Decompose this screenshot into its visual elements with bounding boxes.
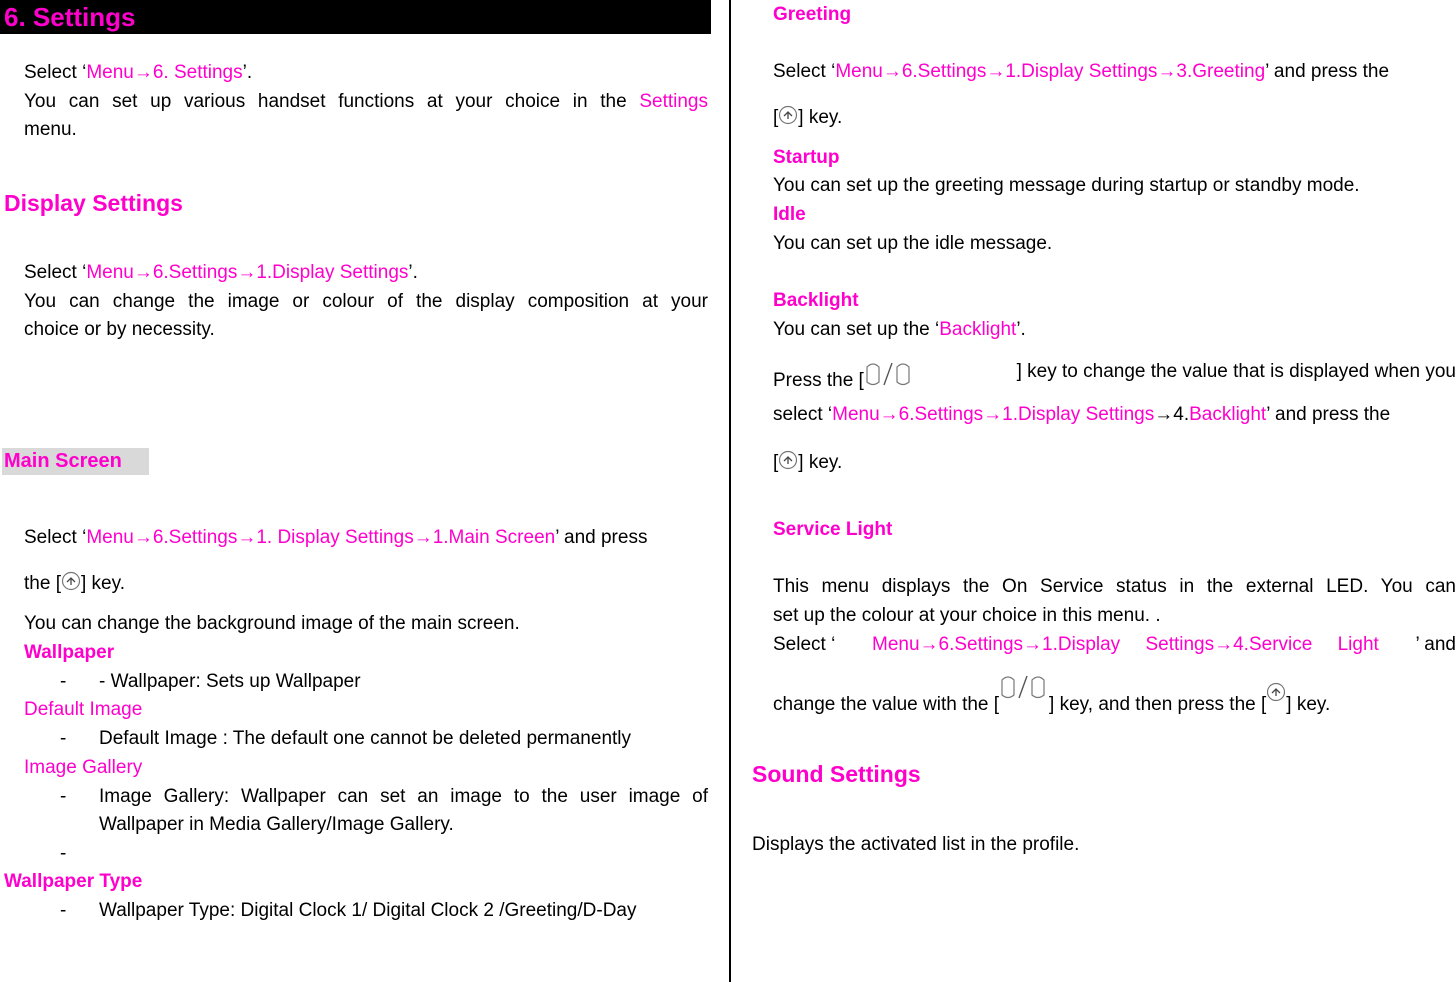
up-down-nav-key-icon <box>999 672 1049 702</box>
display-settings-heading: Display Settings <box>4 190 183 216</box>
ok-key-icon <box>778 450 798 470</box>
ok-key-icon <box>778 105 798 125</box>
ok-key-icon <box>1266 682 1286 702</box>
display-settings-menu-path: Menu→6.Settings→1.Display Settings <box>86 262 409 283</box>
service-light-menu-path: Menu→6.Settings→1.Display Settings→4.Service Light <box>872 634 1379 655</box>
main-screen-press-line <box>24 571 125 596</box>
sound-settings-desc: Displays the activated list in the profile. <box>752 834 1080 855</box>
default-image-label: Default Image <box>24 699 143 720</box>
backlight-menu-item: Backlight <box>1189 404 1267 425</box>
select-prefix: Select ‘ <box>24 262 87 283</box>
display-settings-select-line <box>24 261 418 285</box>
greeting-key-line <box>773 105 842 130</box>
select-prefix: Select ‘ <box>24 62 87 83</box>
settings-desc-text: You can set up various handset functions at your choice in the <box>24 91 627 112</box>
press-prefix: the [ <box>24 573 61 594</box>
sound-settings-heading: Sound Settings <box>752 761 921 787</box>
wallpaper-type-item: Wallpaper Type: Digital Clock 1/ Digital Clock 2 /Greeting/D-Day <box>99 900 637 921</box>
main-screen-menu-path: Menu→6.Settings→1. Display Settings→1.Main Screen <box>86 527 556 548</box>
ok-key-icon <box>61 571 81 591</box>
page-title: 6. Settings <box>4 2 136 32</box>
greeting-select-line <box>773 60 1456 84</box>
change-middle: ] key, and then press the [ <box>1049 694 1267 715</box>
select-prefix: Select ‘ <box>773 61 836 82</box>
backlight-desc <box>773 318 1026 342</box>
select-prefix: select ‘ <box>773 404 833 425</box>
wallpaper-bullet: - <box>60 671 67 692</box>
select-suffix: ’ and press <box>555 527 648 548</box>
default-image-bullet: - <box>60 728 67 749</box>
select-prefix: Select ‘ <box>773 634 836 655</box>
backlight-menu-path: Menu→6.Settings→1.Display Settings <box>832 404 1155 425</box>
greeting-heading: Greeting <box>773 4 852 25</box>
select-suffix: ’ and press the <box>1266 404 1391 425</box>
backlight-link: Backlight <box>939 319 1017 340</box>
startup-label: Startup <box>773 147 840 168</box>
wallpaper-type-label: Wallpaper Type <box>4 871 143 892</box>
image-gallery-label: Image Gallery <box>24 757 143 778</box>
select-suffix: ’. <box>408 262 418 283</box>
settings-menu-path: Menu→6. Settings <box>86 62 243 83</box>
greeting-menu-path: Menu→6.Settings→1.Display Settings→3.Greeting <box>835 61 1266 82</box>
service-light-select-line <box>773 633 1456 657</box>
backlight-select-group <box>773 403 1390 427</box>
backlight-key-line <box>773 450 842 475</box>
backlight-press-line <box>773 360 1456 393</box>
main-screen-desc: You can change the background image of the main screen. <box>24 613 520 634</box>
idle-desc: You can set up the idle message. <box>773 233 1053 254</box>
key-suffix: ] key. <box>798 452 843 473</box>
settings-desc-link: Settings <box>639 91 708 112</box>
change-suffix: ] key. <box>1286 694 1331 715</box>
column-divider <box>729 0 731 982</box>
startup-desc: You can set up the greeting message during startup or standby mode. <box>773 175 1360 196</box>
image-gallery-item-line2: Wallpaper in Media Gallery/Image Gallery. <box>99 814 454 835</box>
backlight-select-line <box>773 403 1456 427</box>
default-image-item: Default Image : The default one cannot be deleted permanently <box>99 728 632 749</box>
select-suffix: ’ and <box>1415 634 1456 655</box>
settings-description-line1 <box>24 90 708 114</box>
service-light-change-line <box>773 672 1330 717</box>
select-suffix: ’. <box>242 62 253 83</box>
display-settings-desc-line2: choice or by necessity. <box>24 319 215 340</box>
key-suffix: ] key. <box>798 107 843 128</box>
settings-select-line <box>24 61 252 85</box>
press-prefix: Press the [ <box>773 370 864 391</box>
key-prefix: [ <box>773 452 779 473</box>
service-light-heading: Service Light <box>773 519 893 540</box>
wallpaper-type-bullet: - <box>60 900 67 921</box>
select-suffix: ’ and press the <box>1265 61 1390 82</box>
up-down-nav-key-icon <box>864 360 914 388</box>
press-suffix: ] key. <box>80 573 125 594</box>
display-settings-desc-line1: You can change the image or colour of the display composition at your <box>24 291 708 312</box>
image-gallery-item-line1: Image Gallery: Wallpaper can set an image to the user image of <box>99 786 708 807</box>
backlight-press-text: ] key to change the value that is displayed when you <box>1016 361 1456 382</box>
service-light-desc-line1: This menu displays the On Service status in the external LED. You can <box>773 576 1456 597</box>
desc-prefix: You can set up the ‘ <box>773 319 940 340</box>
image-gallery-bullet: - <box>60 786 67 807</box>
change-prefix: change the value with the [ <box>773 694 1000 715</box>
wallpaper-label: Wallpaper <box>24 642 115 663</box>
page-title-bar <box>0 0 711 34</box>
main-screen-heading: Main Screen <box>2 448 149 475</box>
press-prefix-group <box>773 360 914 393</box>
main-screen-select-line <box>24 526 708 550</box>
wallpaper-item: - Wallpaper: Sets up Wallpaper <box>99 671 361 692</box>
idle-label: Idle <box>773 204 806 225</box>
backlight-menu-arrow: →4. <box>1154 404 1190 425</box>
empty-bullet: - <box>60 843 67 864</box>
select-prefix: Select ‘ <box>24 527 87 548</box>
backlight-heading: Backlight <box>773 290 859 311</box>
settings-description-line2: menu. <box>24 119 77 140</box>
key-prefix: [ <box>773 107 779 128</box>
service-light-desc-line2: set up the colour at your choice in this menu. . <box>773 605 1161 626</box>
desc-suffix: ’. <box>1016 319 1026 340</box>
